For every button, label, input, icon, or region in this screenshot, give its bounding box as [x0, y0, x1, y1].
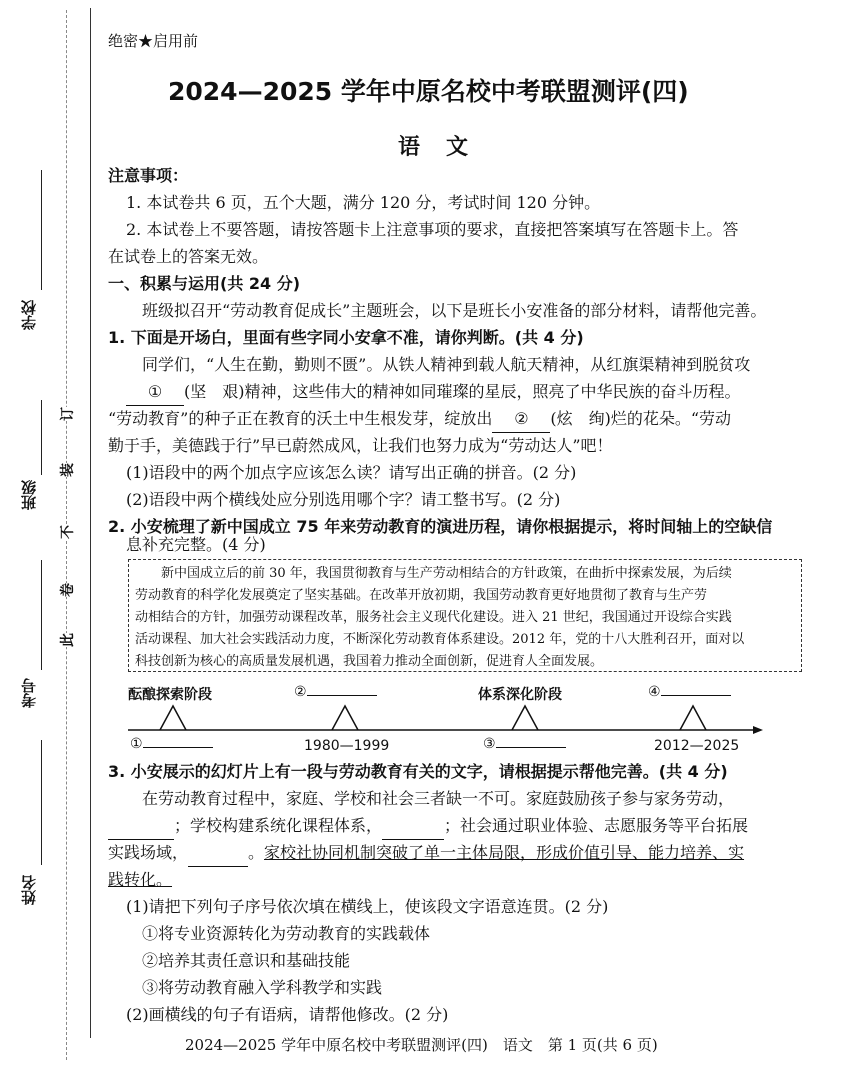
seal-char: 此 — [55, 633, 79, 647]
seal-char: 装 — [55, 463, 79, 477]
timeline-period: 2012—2025 — [654, 738, 740, 754]
question-2-stem: 2. 小安梳理了新中国成立 75 年来劳动教育的演进历程，请你根据提示，将时间轴上的空缺信 — [108, 517, 773, 536]
q1-passage-line — [108, 378, 803, 406]
q3-passage-text: 。 — [248, 843, 265, 862]
school-field-line — [41, 170, 42, 290]
exam-number-field[interactable] — [18, 560, 58, 720]
passage-line: 活动课程、加大社会实践活动力度，不断深化劳动教育体系建设。2012 年，党的十八大胜利召开，面对以 — [135, 632, 745, 647]
confidential-mark: 绝密★启用前 — [108, 32, 199, 50]
timeline-stage-label: 体系深化阶段 — [478, 687, 562, 703]
notes-item-2-cont: 在试卷上的答案无效。 — [108, 247, 269, 266]
answer-blank-2[interactable]: ② — [492, 405, 550, 433]
q3-passage-text: ；学校构建系统化课程体系， — [174, 816, 383, 835]
subject-title: 语文 — [398, 135, 495, 160]
passage-line: 动相结合的方针，加强劳动课程改革，服务社会主义现代化建设。进入 21 世纪，我国通过开设综合实践 — [135, 610, 732, 625]
school-label: 学校 — [20, 300, 38, 330]
q1-passage-text: (炫 绚)烂的花朵。“劳动 — [550, 409, 732, 428]
timeline-blank-3[interactable]: ③ — [483, 736, 566, 752]
q3-subquestion-2: (2)画横线的句子有语病，请帮他修改。(2 分) — [126, 1005, 449, 1024]
q3-underlined-sentence: 家校社协同机制突破了单一主体局限，形成价值引导、能力培养、实 — [264, 843, 745, 862]
notes-item-1: 1. 本试卷共 6 页，五个大题，满分 120 分，考试时间 120 分钟。 — [126, 193, 601, 212]
q3-passage-line — [108, 866, 803, 893]
seal-char: 卷 — [55, 583, 79, 597]
class-label: 班级 — [20, 480, 38, 510]
q3-passage-text: 实践场域， — [108, 843, 189, 862]
binding-margin — [0, 0, 95, 1071]
timeline-marker — [512, 706, 538, 730]
seal-char: 订 — [55, 407, 79, 421]
class-field[interactable] — [18, 400, 58, 530]
q1-subquestion-1: (1)语段中的两个加点字应该怎么读？请写出正确的拼音。(2 分) — [126, 463, 577, 482]
q3-option: ③将劳动教育融入学科教学和实践 — [142, 978, 383, 997]
q1-passage-text: (坚 艰)精神，这些伟大的精神如同璀璨的星辰，照亮了中华民族的奋斗历程。 — [184, 382, 741, 401]
passage-line: 新中国成立后的前 30 年，我国贯彻教育与生产劳动相结合的方针政策，在曲折中探索发展，为后续 — [135, 566, 732, 581]
section-heading: 一、积累与运用(共 24 分) — [108, 274, 301, 293]
name-label: 姓名 — [20, 875, 38, 905]
timeline-period: 1980—1999 — [304, 738, 390, 754]
section-intro: 班级拟召开“劳动教育促成长”主题班会，以下是班长小安准备的部分材料，请帮他完善。 — [142, 301, 767, 320]
exam-number-field-line — [41, 560, 42, 670]
q1-passage-text: “劳动教育”的种子正在教育的沃土中生根发芽，绽放出 — [108, 409, 493, 428]
q3-answer-blank[interactable] — [108, 812, 174, 840]
class-field-line — [41, 400, 42, 475]
q3-option: ①将专业资源转化为劳动教育的实践载体 — [142, 924, 431, 943]
q1-passage-line: 勤于手，美德践于行”早已蔚然成风，让我们也努力成为“劳动达人”吧！ — [108, 436, 613, 455]
q3-option: ②培养其责任意识和基础技能 — [142, 951, 351, 970]
q1-subquestion-2: (2)语段中两个横线处应分别选用哪个字？请工整书写。(2 分) — [126, 490, 561, 509]
page-footer: 2024—2025 学年中原名校中考联盟测评(四) 语文 第 1 页(共 6 页) — [185, 1036, 658, 1054]
timeline-marker — [160, 706, 186, 730]
q3-passage-line — [108, 812, 803, 840]
passage-line: 科技创新为核心的高质量发展机遇，我国着力推动全面创新，促进育人全面发展。 — [135, 654, 604, 669]
passage-box — [128, 559, 802, 672]
name-field-line — [41, 740, 42, 865]
q3-answer-blank[interactable] — [382, 812, 444, 840]
q3-passage-line — [108, 839, 803, 867]
timeline-marker — [332, 706, 358, 730]
school-field[interactable] — [18, 170, 58, 350]
q1-passage-line — [108, 405, 803, 433]
name-field[interactable] — [18, 740, 58, 910]
q3-answer-blank[interactable] — [188, 839, 248, 867]
q3-passage-line: 在劳动教育过程中，家庭、学校和社会三者缺一不可。家庭鼓励孩子参与家务劳动， — [142, 789, 735, 808]
seal-char: 不 — [55, 525, 79, 539]
binding-line — [90, 8, 91, 1038]
notes-heading: 注意事项： — [108, 166, 189, 185]
q3-underlined-sentence: 践转化。 — [108, 870, 173, 889]
timeline-marker — [680, 706, 706, 730]
timeline-blank-1[interactable]: ① — [130, 736, 213, 752]
timeline — [128, 678, 818, 758]
exam-title: 2024—2025 学年中原名校中考联盟测评(四) — [168, 77, 689, 106]
timeline-stage-label: 酝酿探索阶段 — [128, 687, 212, 703]
q1-passage-line: 同学们，“人生在勤，勤则不匮”。从铁人精神到载人航天精神，从红旗渠精神到脱贫攻 — [142, 355, 751, 374]
q3-passage-text: ；社会通过职业体验、志愿服务等平台拓展 — [444, 816, 749, 835]
exam-number-label: 考号 — [20, 678, 38, 708]
question-3-stem: 3. 小安展示的幻灯片上有一段与劳动教育有关的文字，请根据提示帮他完善。(共 4 分) — [108, 762, 728, 781]
passage-line: 劳动教育的科学化发展奠定了坚实基础。在改革开放初期，我国劳动教育更好地贯彻了教育与生产劳 — [135, 588, 708, 603]
question-2-stem-cont: 息补充完整。(4 分) — [126, 535, 266, 554]
timeline-blank-2[interactable]: ② — [294, 684, 377, 700]
answer-blank-1[interactable]: ① — [126, 378, 184, 406]
notes-item-2: 2. 本试卷上不要答题，请按答题卡上注意事项的要求，直接把答案填写在答题卡上。答 — [126, 220, 739, 239]
q3-subquestion-1: (1)请把下列句子序号依次填在横线上，使该段文字语意连贯。(2 分) — [126, 897, 609, 916]
question-1-stem: 1. 下面是开场白，里面有些字同小安拿不准，请你判断。(共 4 分) — [108, 328, 584, 347]
timeline-blank-4[interactable]: ④ — [648, 684, 731, 700]
